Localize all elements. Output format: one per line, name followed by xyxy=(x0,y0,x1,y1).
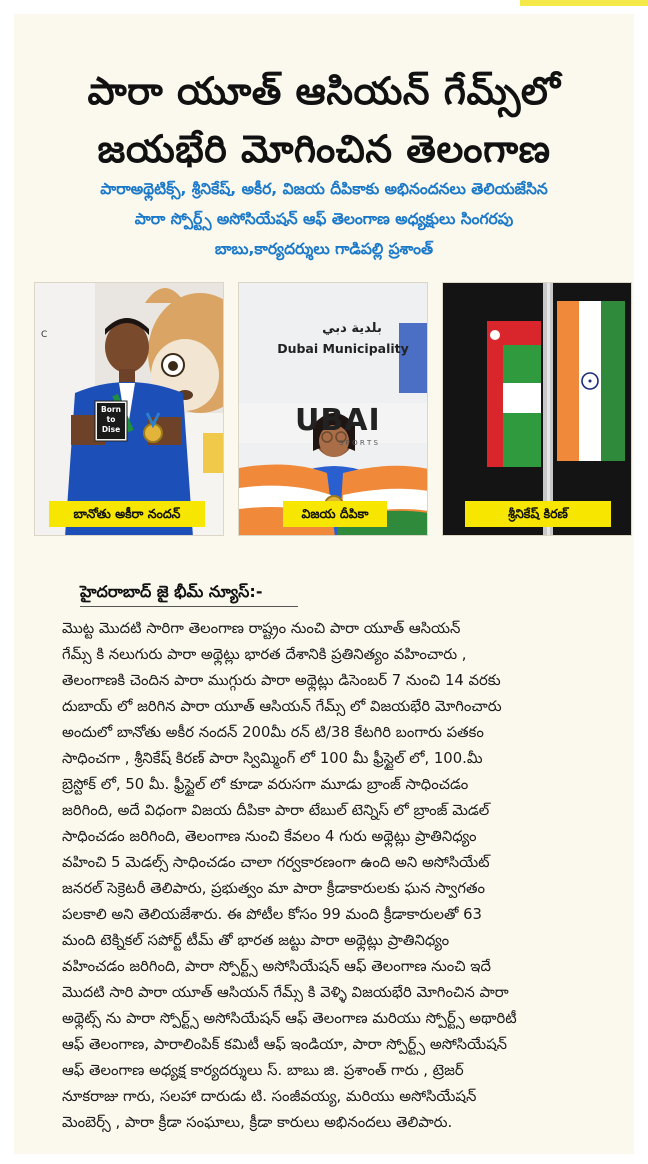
body-line-5: అందులో బానోతు అకీర నందన్ 200మీ రన్ టి/38 కేటగిరి బంగారు పతకం xyxy=(62,724,484,741)
body-line-18: ఆఫ్ తెలంగాణ అధ్యక్ష కార్యదర్శులు స్. బాబు జి. ప్రశాంత్ గారు , ట్రెజర్ xyxy=(62,1062,464,1079)
headline-line-2: జయభేరి మోగించిన తెలంగాణ xyxy=(97,127,551,171)
headline-line-1: పారా యూత్ ఆసియన్ గేమ్స్‌లో xyxy=(87,69,561,113)
sports-banner-sub: S P O R T S xyxy=(339,439,378,447)
dubai-municipality-sign: Dubai Municipality xyxy=(277,341,409,356)
subhead-line-3: బాబు,కార్యదర్శులు గాడిపల్లి ప్రశాంత్ xyxy=(214,240,434,258)
svg-text:C: C xyxy=(41,330,48,340)
photo-akira-nandan xyxy=(34,282,224,536)
body-line-13: మంది టెక్నికల్ సపోర్ట్ టీమ్ తో భారత జట్టు పారా అథ్లెట్లు ప్రాతినిధ్యం xyxy=(62,932,450,949)
dateline: హైదరాబాద్ జై భీమ్ న్యూస్:- xyxy=(80,582,263,601)
body-line-15: మొదటి సారి పారా యూత్ ఆసియన్ గేమ్స్ కి వెళ్ళి విజయభేరి మోగించిన పారా xyxy=(62,984,509,1001)
news-clipping xyxy=(14,14,634,1154)
body-line-9: సాధించడం జరిగింది, తెలంగాణ నుంచి కేవలం 4 గురు అథ్లెట్లు ప్రాతినిధ్యం xyxy=(62,828,477,845)
body-line-8: జరిగింది, అదే విధంగా విజయ దీపికా పారా టేబుల్ టెన్నిస్ లో బ్రాంజ్ మెడల్ xyxy=(62,802,490,819)
body-line-16: అథ్లెట్స్ ను పారా స్పోర్ట్స్ అసోసియేషన్ ఆఫ్ తెలంగాణ మరియు స్పోర్ట్స్ అథారిటీ xyxy=(62,1010,517,1027)
caption-vijaya-deepika: విజయ దీపికా xyxy=(283,501,387,527)
sign-arabic: بلدية دبي xyxy=(322,321,382,336)
flags-photo-illustration xyxy=(443,283,632,536)
body-line-7: బ్రెస్టోక్ లో, 50 మీ. ఫ్రీస్టైల్ లో కూడా వరుసగా మూడు బ్రాంజ్ సాధించడం xyxy=(62,776,469,793)
body-line-12: పలకాలి అని తెలియజేశారు. ఈ పోటీల కోసం 99 మంది క్రీడాకారులతో 63 xyxy=(62,906,482,923)
caption-srinikesh-kiran: శ్రీనికేష్ కిరణ్ xyxy=(465,501,611,527)
athlete-photo-illustration xyxy=(35,283,224,536)
subhead-line-1: పారాఅథ్లెటిక్స్, శ్రీనికేష్, అకీర, విజయ దీపికాకు అభినందనలు తెలియజేసిన xyxy=(100,180,548,198)
body-line-10: వహించి 5 మెడల్స్ సాధించడం చాలా గర్వకారణంగా ఉంది అని అసోసియేట్ xyxy=(62,854,490,871)
body-line-2: గేమ్స్ కి నలుగురు పారా అథ్లెట్లు భారత దేశానికి ప్రతినిత్యం వహించారు , xyxy=(62,646,467,663)
born-to-dise-card xyxy=(98,405,124,435)
card-text-2: to xyxy=(106,415,116,424)
body-line-20: మెంబెర్స్ , పారా క్రీడా సంఘాలు, క్రీడా కారులు అభినందలు తెలిపారు. xyxy=(62,1114,453,1131)
body-line-4: దుబాయ్ లో జరిగిన పారా యూత్ ఆసియన్ గేమ్స్ లో విజయభేరి మోగించారు xyxy=(62,698,502,715)
body-line-19: నూకరాజు గారు, సలహా దారుడు టి. సంజీవయ్య, మరియు అసోసియేషన్ xyxy=(62,1088,477,1105)
card-text-3: Dise xyxy=(101,425,121,434)
photo-srinikesh-kiran xyxy=(442,282,632,536)
body-line-14: వహించడం జరిగింది, పారా స్పోర్ట్స్ అసోసియేషన్ ఆఫ్ తెలంగాణ నుంచి ఇదే xyxy=(62,958,491,975)
subhead-line-2: పారా స్పోర్ట్స్ అసోసియేషన్ ఆఫ్ తెలంగాణ అధ్యక్షులు సింగరపు xyxy=(134,210,514,228)
caption-akira-nandan: బానోతు అకీరా నందన్ xyxy=(49,501,205,527)
dubai-sports-banner: UBAI xyxy=(295,403,381,438)
body-line-17: ఆఫ్ తెలంగాణ, పారాలింపిక్ కమిటీ ఆఫ్ ఇండియా, పారా స్పోర్ట్స్ అసోసియేషన్ xyxy=(62,1036,508,1053)
body-line-1: మొట్ట మొదటి సారిగా తెలంగాణ రాష్ట్రం నుంచి పారా యూత్ ఆసియన్ xyxy=(62,620,461,637)
card-text-1: Born xyxy=(101,405,121,414)
body-line-6: సాధించగా , శ్రీనికేష్ కిరణ్ పారా స్విమ్మింగ్ లో 100 మీ ఫ్రీస్టైల్ లో, 100.మీ xyxy=(62,750,483,767)
body-line-3: తెలంగాణకి చెందిన పారా ముగ్గురు పారా అథ్లెట్లు డిసెంబర్ 7 నుంచి 14 వరకు xyxy=(62,672,501,689)
photo-vijaya-deepika xyxy=(238,282,428,536)
top-corner-accent xyxy=(520,0,648,6)
body-line-11: జనరల్ సెక్రెటరీ తెలిపారు, ప్రభుత్వం మా పారా క్రీడాకారులకు ఘన స్వాగతం xyxy=(62,880,485,897)
dateline-underline xyxy=(80,606,298,607)
